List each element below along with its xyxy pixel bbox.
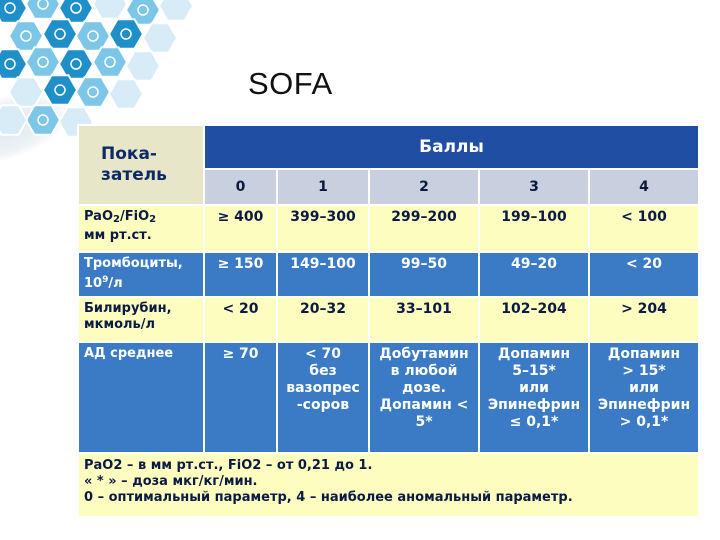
value-cell: ≥ 150 xyxy=(204,252,277,297)
table-row-mean-arterial-pressure xyxy=(78,342,699,453)
param-subscript: 2 xyxy=(149,214,157,225)
param-unit: мм рт.ст. xyxy=(84,228,152,243)
slide-title: SOFA xyxy=(248,66,333,101)
score-header-4: 4 xyxy=(589,169,699,205)
parameter-header xyxy=(78,125,204,205)
param-unit: /л xyxy=(108,276,123,291)
syringe-icon xyxy=(0,105,27,134)
value-cell: 49–20 xyxy=(479,252,589,297)
value-cell: > 204 xyxy=(589,297,699,342)
dna-icon xyxy=(9,21,43,50)
value-cell: < 20 xyxy=(589,252,699,297)
param-platelets xyxy=(78,252,204,297)
score-header-3: 3 xyxy=(479,169,589,205)
param-pao2-fio2 xyxy=(78,205,204,252)
value-cell: 149–100 xyxy=(277,252,369,297)
syringe-icon xyxy=(43,19,77,48)
table-notes xyxy=(78,453,699,517)
table-row-platelets xyxy=(78,252,699,297)
note-line: РаО2 – в мм рт.ст., FiO2 – от 0,21 до 1. xyxy=(84,458,373,473)
pills-icon xyxy=(26,47,60,76)
clipboard-icon xyxy=(126,51,160,80)
param-bilirubin: Билирубин, мкмоль/л xyxy=(78,297,204,342)
score-header-2: 2 xyxy=(369,169,479,205)
value-cell: 299–200 xyxy=(369,205,479,252)
doctor-icon xyxy=(93,0,127,19)
eye-icon xyxy=(109,79,143,108)
doctor-icon xyxy=(76,77,110,106)
tooth-icon xyxy=(26,105,60,134)
param-mean-arterial-pressure: АД среднее xyxy=(78,342,204,453)
value-cell: 99–50 xyxy=(369,252,479,297)
param-text: PaO xyxy=(84,209,114,224)
value-cell: Допамин 5–15* или Эпинефрин ≤ 0,1* xyxy=(479,342,589,453)
value-cell: < 20 xyxy=(204,297,277,342)
value-cell: ≥ 70 xyxy=(204,342,277,453)
heart-monitor-icon xyxy=(9,77,43,106)
test-tube-icon xyxy=(76,21,110,50)
parameter-header-label: Пока- затель xyxy=(101,144,167,185)
value-cell: 33–101 xyxy=(369,297,479,342)
value-cell: < 70 без вазопрес -соров xyxy=(277,342,369,453)
heart-icon xyxy=(59,49,93,78)
points-header: Баллы xyxy=(204,125,699,169)
first-aid-icon xyxy=(93,47,127,76)
table-notes-row xyxy=(78,453,699,517)
score-header-0: 0 xyxy=(204,169,277,205)
param-text: /FiO xyxy=(119,209,150,224)
value-cell: < 100 xyxy=(589,205,699,252)
value-cell: Допамин > 15* или Эпинефрин > 0,1* xyxy=(589,342,699,453)
table-row-pao2-fio2 xyxy=(78,205,699,252)
param-text: Тромбоциты, xyxy=(84,256,183,271)
tooth-icon xyxy=(159,0,193,21)
note-line: « * » – доза мкг/кг/мин. xyxy=(84,474,258,489)
molecule-icon xyxy=(109,19,143,48)
param-superscript: 9 xyxy=(102,275,109,285)
param-text: 10 xyxy=(84,276,103,291)
note-line: 0 – оптимальный параметр, 4 – наиболее аномальный параметр. xyxy=(84,490,573,505)
value-cell: 399–300 xyxy=(277,205,369,252)
value-cell: Добутамин в любой дозе. Допамин < 5* xyxy=(369,342,479,453)
pill-icon xyxy=(43,75,77,104)
table-row-bilirubin xyxy=(78,297,699,342)
microscope-icon xyxy=(0,49,27,78)
value-cell: 102–204 xyxy=(479,297,589,342)
value-cell: ≥ 400 xyxy=(204,205,277,252)
param-subscript: 2 xyxy=(113,214,120,225)
value-cell: 20–32 xyxy=(277,297,369,342)
sofa-score-table xyxy=(77,124,700,518)
score-header-1: 1 xyxy=(277,169,369,205)
value-cell: 199–100 xyxy=(479,205,589,252)
medical-bag-icon xyxy=(143,23,177,52)
